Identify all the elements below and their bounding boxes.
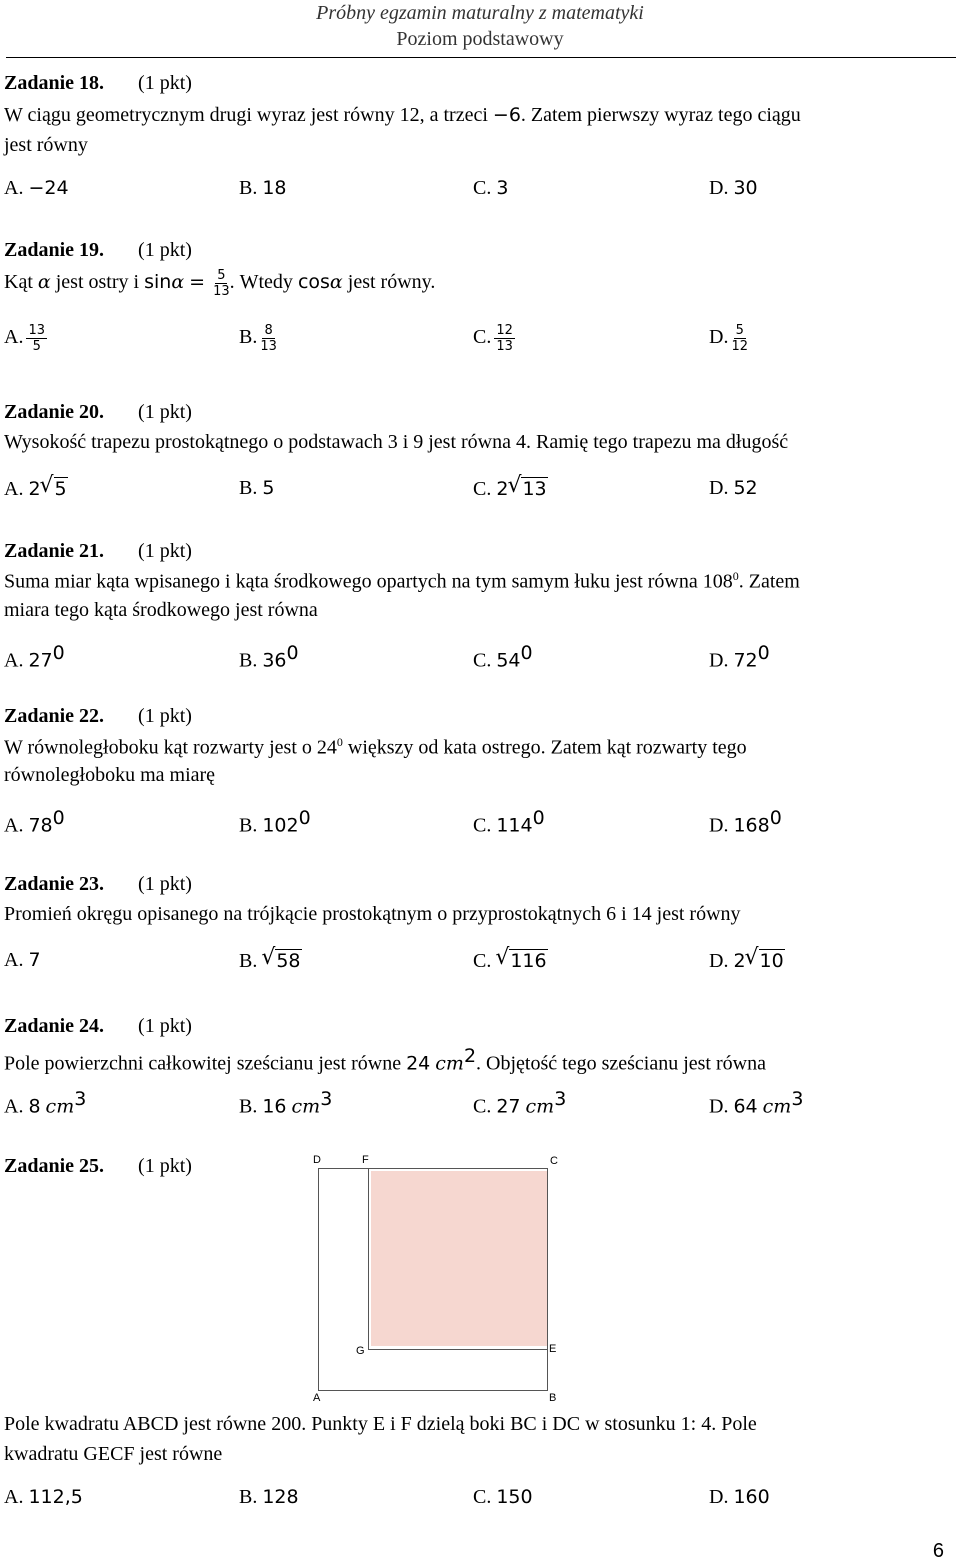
- q21-option-a[interactable]: A. $27^0$: [4, 642, 65, 672]
- q25-text: Pole kwadratu ABCD jest równe 200. Punkty E i F dzielą boki BC i DC w stosunku 1: 4. Pole: [4, 1413, 757, 1435]
- q25-option-d[interactable]: D. 160: [709, 1486, 770, 1508]
- q23-option-d[interactable]: D. 2 √ 10: [709, 945, 784, 972]
- q25-option-a[interactable]: A. 112,5: [4, 1486, 83, 1508]
- q25-title: Zadanie 25. (1 pkt): [4, 1155, 192, 1177]
- q20-option-d[interactable]: D. 52: [709, 477, 758, 499]
- q19-title: Zadanie 19. (1 pkt): [4, 239, 192, 261]
- q24-option-a[interactable]: A. 8 $cm^3$: [4, 1088, 87, 1118]
- q20-option-b[interactable]: B. 5: [239, 477, 275, 499]
- q23-points: (1 pkt): [138, 873, 192, 895]
- q23-option-b[interactable]: B. √ 58: [239, 945, 301, 972]
- q24-title: Zadanie 24. (1 pkt): [4, 1015, 192, 1037]
- q24-option-b[interactable]: B. 16 $cm^3$: [239, 1088, 333, 1118]
- page-number: 6: [932, 1540, 944, 1562]
- q19-points: (1 pkt): [138, 239, 192, 261]
- q23-title: Zadanie 23. (1 pkt): [4, 873, 192, 895]
- q24-option-c[interactable]: C. 27 $cm^3$: [473, 1088, 567, 1118]
- q25-figure: [300, 1150, 600, 1410]
- q24-text: Pole powierzchni całkowitej sześcianu jest równe 24 $cm^2$. Objętość tego sześcianu jest równa: [4, 1045, 766, 1075]
- square-gecf-fill: [371, 1171, 547, 1346]
- label-b: B: [549, 1392, 557, 1404]
- q22-option-d[interactable]: D. $168^0$: [709, 807, 782, 837]
- q19-text: Kąt α jest ostry i sinα = $\frac{5}{13}$ . Wtedy cosα jest równy.: [4, 268, 436, 299]
- q23-text: Promień okręgu opisanego na trójkącie prostokątnym o przyprostokątnych 6 i 14 jest równy: [4, 903, 741, 925]
- header-rule: [6, 57, 956, 58]
- q19-option-a[interactable]: A. $\frac{13}{5}$: [4, 323, 45, 354]
- header-subtitle: Poziom podstawowy: [396, 28, 564, 50]
- q20-title: Zadanie 20. (1 pkt): [4, 401, 192, 423]
- q22-option-c[interactable]: C. $114^0$: [473, 807, 545, 837]
- label-a: A: [313, 1392, 321, 1404]
- q22-option-b[interactable]: B. $102^0$: [239, 807, 311, 837]
- q19-option-d[interactable]: D. $\frac{5}{12}$: [709, 323, 748, 354]
- q22-points: (1 pkt): [138, 705, 192, 727]
- q21-option-d[interactable]: D. $72^0$: [709, 642, 770, 672]
- q21-text: Suma miar kąta wpisanego i kąta środkowego opartych na tym samym łuku jest równa $108^0$. Zatem: [4, 569, 800, 593]
- q24-option-d[interactable]: D. 64 $cm^3$: [709, 1088, 804, 1118]
- q18-option-a[interactable]: A. −24: [4, 177, 69, 199]
- q21-option-b[interactable]: B. $36^0$: [239, 642, 299, 672]
- q19-option-c[interactable]: C. $\frac{12}{13}$: [473, 323, 513, 354]
- q21-points: (1 pkt): [138, 540, 192, 562]
- q25-option-c[interactable]: C. 150: [473, 1486, 533, 1508]
- q18-option-b[interactable]: B. 18: [239, 177, 287, 199]
- label-c: C: [550, 1155, 558, 1167]
- label-g: G: [356, 1345, 365, 1357]
- q22-text-cont: równoległoboku ma miarę: [4, 764, 216, 786]
- label-e: E: [549, 1343, 557, 1355]
- q20-points: (1 pkt): [138, 401, 192, 423]
- q22-title: Zadanie 22. (1 pkt): [4, 705, 192, 727]
- q21-option-c[interactable]: C. $54^0$: [473, 642, 533, 672]
- q18-title: Zadanie 18. (1 pkt): [4, 72, 192, 94]
- header-title: Próbny egzamin maturalny z matematyki: [316, 2, 644, 24]
- q22-option-a[interactable]: A. $78^0$: [4, 807, 65, 837]
- q18-text: W ciągu geometrycznym drugi wyraz jest równy 12, a trzeci −6. Zatem pierwszy wyraz tego ciągu: [4, 104, 801, 126]
- q23-option-c[interactable]: C. √ 116: [473, 945, 547, 972]
- label-d: D: [313, 1154, 321, 1166]
- q25-points: (1 pkt): [138, 1155, 192, 1177]
- label-f: F: [362, 1154, 369, 1166]
- q24-points: (1 pkt): [138, 1015, 192, 1037]
- q19-option-b[interactable]: B. $\frac{8}{13}$: [239, 323, 277, 354]
- q23-option-a[interactable]: A. 7: [4, 949, 41, 971]
- q25-text-cont: kwadratu GECF jest równe: [4, 1443, 223, 1465]
- q20-option-a[interactable]: A. 2 √ 5: [4, 473, 67, 500]
- q25-option-b[interactable]: B. 128: [239, 1486, 299, 1508]
- q18-points: (1 pkt): [138, 72, 192, 94]
- q21-title: Zadanie 21. (1 pkt): [4, 540, 192, 562]
- q21-text-cont: miara tego kąta środkowego jest równa: [4, 599, 318, 621]
- q20-option-c[interactable]: C. 2 √ 13: [473, 473, 547, 500]
- q18-option-c[interactable]: C. 3: [473, 177, 509, 199]
- q18-text-cont: jest równy: [4, 134, 88, 156]
- q18-option-d[interactable]: D. 30: [709, 177, 758, 199]
- q22-text: W równoległoboku kąt rozwarty jest o $24^0$ większy od kata ostrego. Zatem kąt rozwarty tego: [4, 735, 747, 759]
- q20-text: Wysokość trapezu prostokątnego o podstawach 3 i 9 jest równa 4. Ramię tego trapezu ma długość: [4, 431, 789, 453]
